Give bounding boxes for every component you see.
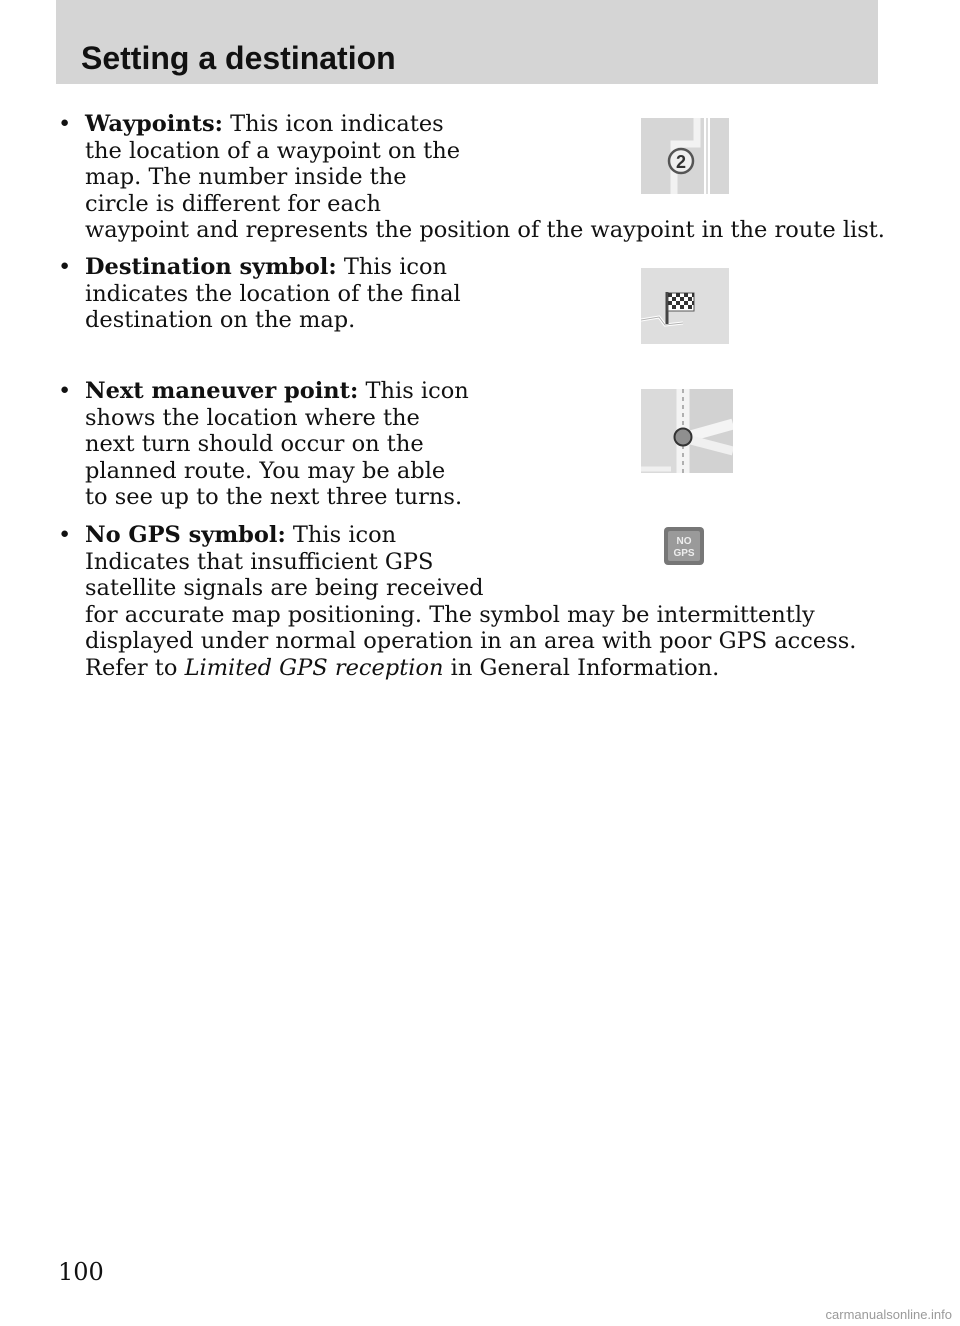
- item-text: Destination symbol: This icon indicates the location of the final destination on the map.: [85, 254, 461, 333]
- item-text: Waypoints: This icon indicates the location of a waypoint on the map. The number inside the circle is different for each waypoint and represents the position of the waypoint in the route list.: [85, 111, 885, 243]
- list-item-waypoints: [58, 111, 885, 244]
- bullet: •: [58, 522, 72, 548]
- item-lead: Destination symbol:: [85, 254, 337, 280]
- list-item-destination-symbol: [58, 254, 461, 334]
- item-lead: Waypoints:: [85, 111, 223, 137]
- maneuver-point-icon: [641, 389, 733, 473]
- bullet: •: [58, 111, 72, 137]
- item-text: No GPS symbol: This icon Indicates that insufficient GPS satellite signals are being received for accurate map positioning. The symbol may be intermittently displayed under normal operation in an area with poor GPS access. Refer to Limited GPS reception in General Information.: [85, 522, 857, 681]
- no-gps-icon: [664, 527, 704, 565]
- watermark: carmanualsonline.info: [825, 1307, 952, 1322]
- svg-text:GPS: GPS: [673, 548, 695, 559]
- svg-text:2: 2: [675, 152, 687, 172]
- item-lead: No GPS symbol:: [85, 522, 286, 548]
- page-number: 100: [58, 1258, 104, 1286]
- item-lead: Next maneuver point:: [85, 378, 359, 404]
- page-title: Setting a destination: [81, 40, 396, 76]
- page-header: [56, 0, 878, 84]
- bullet: •: [58, 378, 72, 404]
- waypoint-icon: [641, 118, 729, 194]
- reference-link-text: Limited GPS reception: [184, 654, 444, 681]
- list-item-no-gps-symbol: [58, 522, 856, 681]
- bullet: •: [58, 254, 72, 280]
- svg-text:NO: NO: [676, 536, 692, 547]
- destination-flag-icon: [641, 268, 729, 344]
- list-item-next-maneuver-point: [58, 378, 469, 511]
- item-text: Next maneuver point: This icon shows the location where the next turn should occur on the planned route. You may be able to see up to the next three turns.: [85, 378, 469, 510]
